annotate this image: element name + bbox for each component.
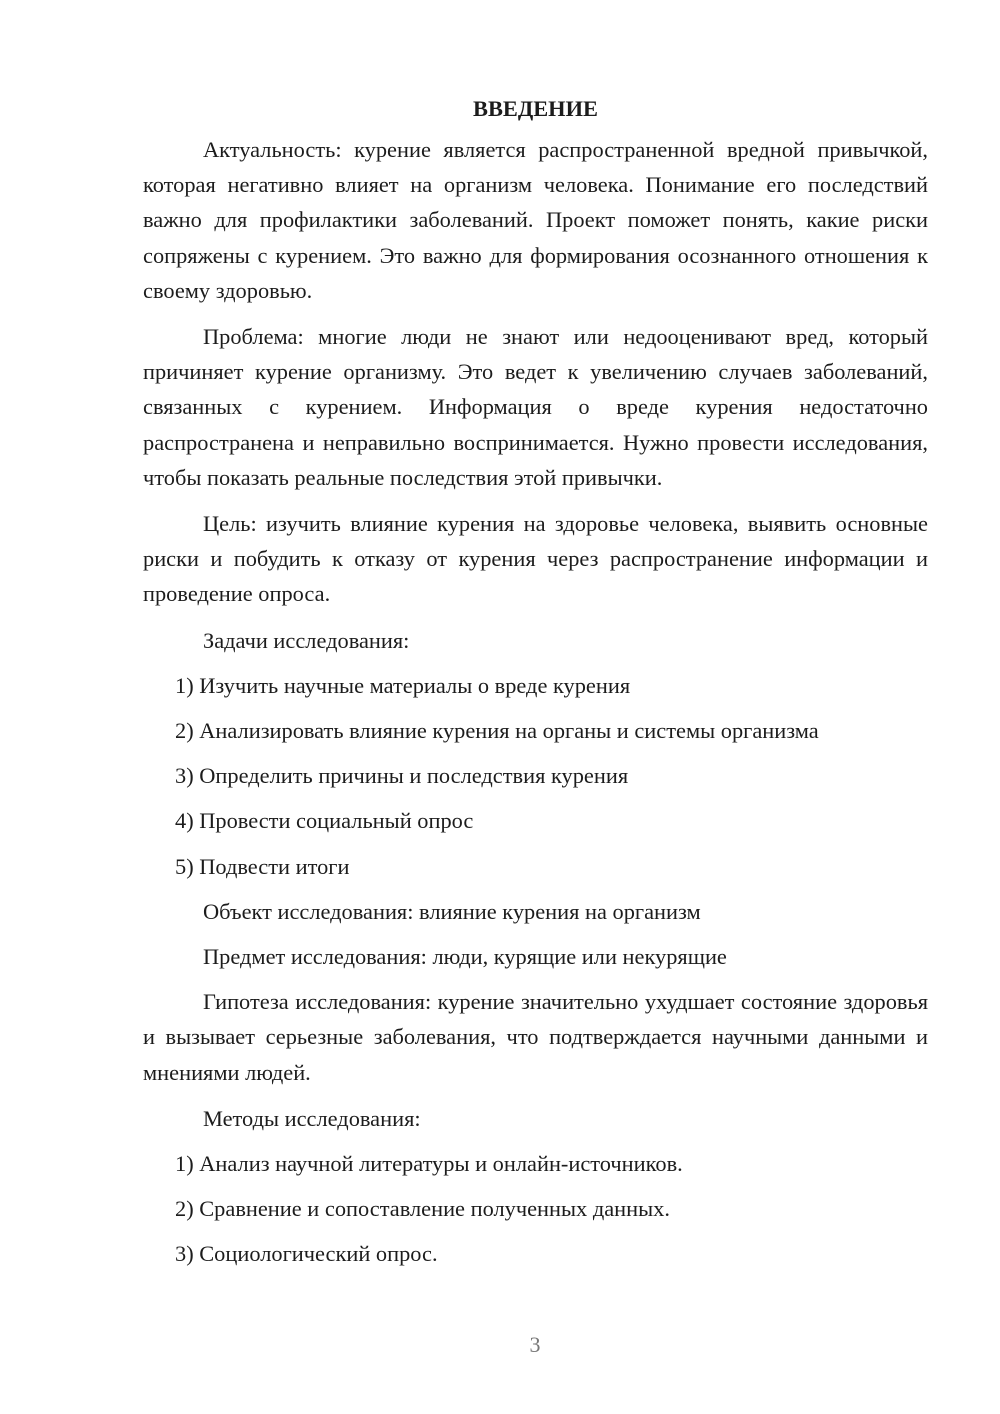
- method-item: 1) Анализ научной литературы и онлайн-источников.: [175, 1151, 683, 1177]
- hypothesis-paragraph: Гипотеза исследования: курение значительно ухудшает состояние здоровья и вызывает серьезные заболевания, что подтверждается научными данными и мнениями людей.: [143, 989, 928, 1085]
- tasks-heading: Задачи исследования:: [203, 627, 410, 653]
- task-item: 1) Изучить научные материалы о вреде курения: [175, 672, 631, 698]
- page-number: 3: [529, 1332, 541, 1357]
- problem-paragraph: Проблема: многие люди не знают или недооценивают вред, который причиняет курение организму. Это ведет к увеличению случаев заболеваний, связанных с курением. Информация о вреде курения недостаточно распространена и неправильно воспринимается. Нужно провести исследования, чтобы показать реальные последствия этой привычки.: [143, 324, 928, 490]
- relevance-paragraph: Актуальность: курение является распространенной вредной привычкой, которая негативно влияет на организм человека. Понимание его последствий важно для профилактики заболеваний. Проект поможет понять, какие риски сопряжены с курением. Это важно для формирования осознанного отношения к своему здоровью.: [143, 137, 928, 303]
- page-title: ВВЕДЕНИЕ: [473, 96, 598, 121]
- task-item: 2) Анализировать влияние курения на органы и системы организма: [175, 718, 819, 744]
- document-page: [143, 92, 928, 1282]
- task-item: 3) Определить причины и последствия курения: [175, 763, 629, 789]
- method-item: 2) Сравнение и сопоставление полученных данных.: [175, 1196, 670, 1222]
- task-item: 5) Подвести итоги: [175, 853, 350, 879]
- tasks-list: [143, 668, 928, 884]
- research-object: Объект исследования: влияние курения на организм: [203, 898, 701, 924]
- method-item: 3) Социологический опрос.: [175, 1241, 438, 1267]
- research-subject: Предмет исследования: люди, курящие или некурящие: [203, 944, 727, 970]
- methods-heading: Методы исследования:: [203, 1105, 421, 1131]
- task-item: 4) Провести социальный опрос: [175, 808, 474, 834]
- methods-list: [143, 1146, 928, 1272]
- goal-paragraph: Цель: изучить влияние курения на здоровье человека, выявить основные риски и побудить к отказу от курения через распространение информации и проведение опроса.: [143, 511, 928, 607]
